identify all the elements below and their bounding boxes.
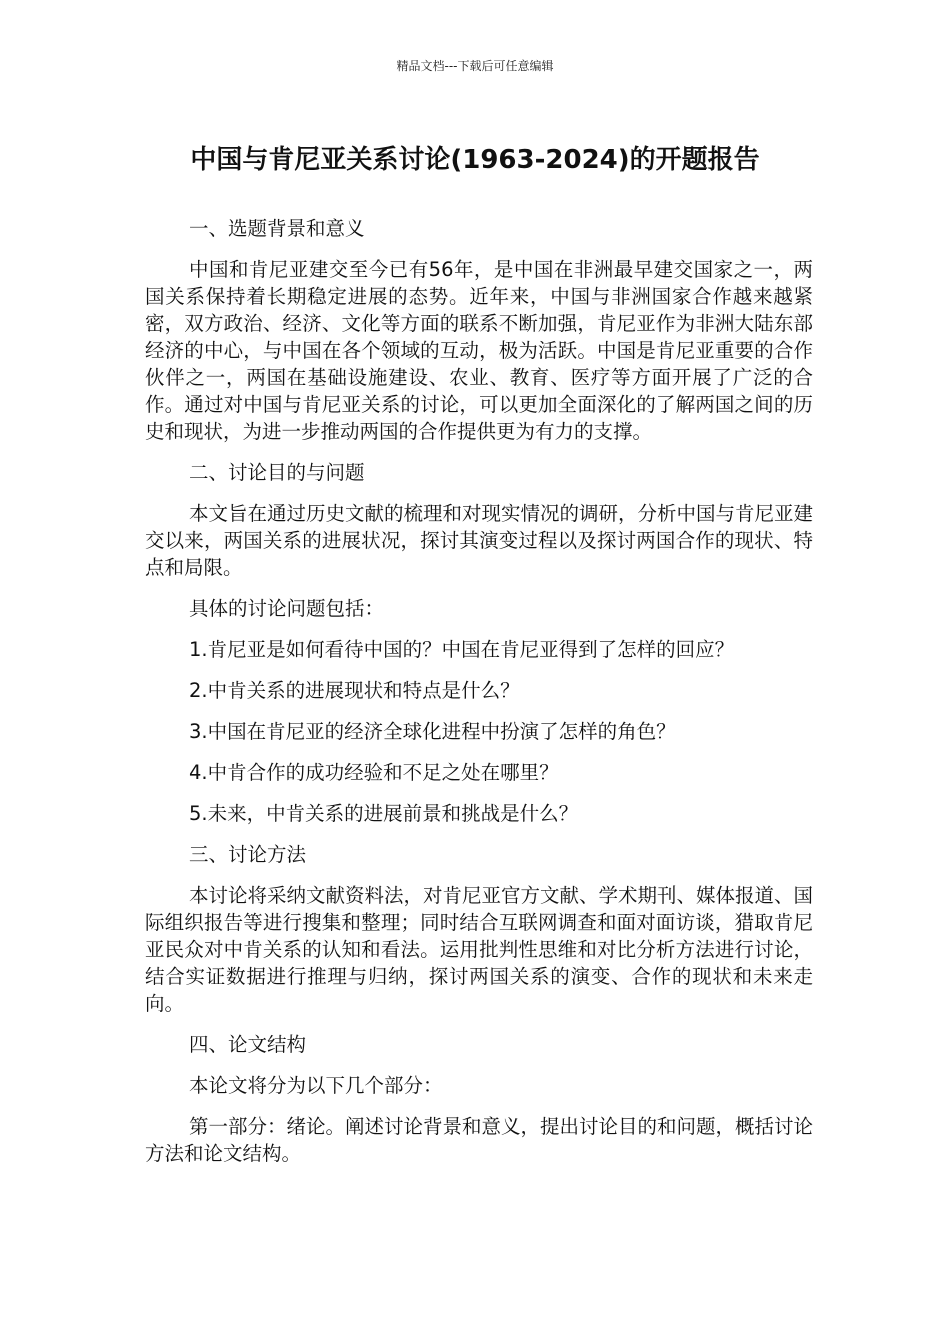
section-heading-background: 一、选题背景和意义 xyxy=(189,217,365,240)
section-heading-structure: 四、论文结构 xyxy=(189,1033,307,1056)
section-heading-method: 三、讨论方法 xyxy=(189,843,307,866)
section-heading-purpose: 二、讨论目的与问题 xyxy=(189,461,365,484)
question-item: 1.肯尼亚是如何看待中国的？中国在肯尼亚得到了怎样的回应？ xyxy=(189,638,735,661)
question-item: 4.中肯合作的成功经验和不足之处在哪里？ xyxy=(189,761,559,784)
question-item: 5.未来，中肯关系的进展前景和挑战是什么？ xyxy=(189,802,579,825)
paragraph-method: 本讨论将采纳文献资料法，对肯尼亚官方文献、学术期刊、媒体报道、国际组织报告等进行搜集和整理；同时结合互联网调查和面对面访谈，猎取肯尼亚民众对中肯关系的认知和看法。运用批判性思维和对比分析方法进行讨论，结合实证数据进行推理与归纳，探讨两国关系的演变、合作的现状和未来走向。 xyxy=(145,884,814,1015)
structure-part-one: 第一部分：绪论。阐述讨论背景和意义，提出讨论目的和问题，概括讨论方法和论文结构。 xyxy=(145,1115,814,1165)
document-body xyxy=(145,215,813,1181)
paragraph-purpose: 本文旨在通过历史文献的梳理和对现实情况的调研，分析中国与肯尼亚建交以来，两国关系的进展状况，探讨其演变过程以及探讨两国合作的现状、特点和局限。 xyxy=(145,502,814,579)
question-item: 2.中肯关系的进展现状和特点是什么？ xyxy=(189,679,520,702)
structure-intro: 本论文将分为以下几个部分： xyxy=(189,1074,443,1097)
question-item: 3.中国在肯尼亚的经济全球化进程中扮演了怎样的角色？ xyxy=(189,720,676,743)
paragraph-background: 中国和肯尼亚建交至今已有56年，是中国在非洲最早建交国家之一，两国关系保持着长期稳定进展的态势。近年来，中国与非洲国家合作越来越紧密，双方政治、经济、文化等方面的联系不断加强，肯尼亚作为非洲大陆东部经济的中心，与中国在各个领域的互动，极为活跃。中国是肯尼亚重要的合作伙伴之一，两国在基础设施建设、农业、教育、医疗等方面开展了广泛的合作。通过对中国与肯尼亚关系的讨论，可以更加全面深化的了解两国之间的历史和现状，为进一步推动两国的合作提供更为有力的支撑。 xyxy=(145,258,813,443)
questions-intro: 具体的讨论问题包括： xyxy=(189,597,385,620)
page-header-note: 精品文档---下载后可任意编辑 xyxy=(396,59,554,73)
document-title: 中国与肯尼亚关系讨论(1963-2024)的开题报告 xyxy=(190,145,760,175)
